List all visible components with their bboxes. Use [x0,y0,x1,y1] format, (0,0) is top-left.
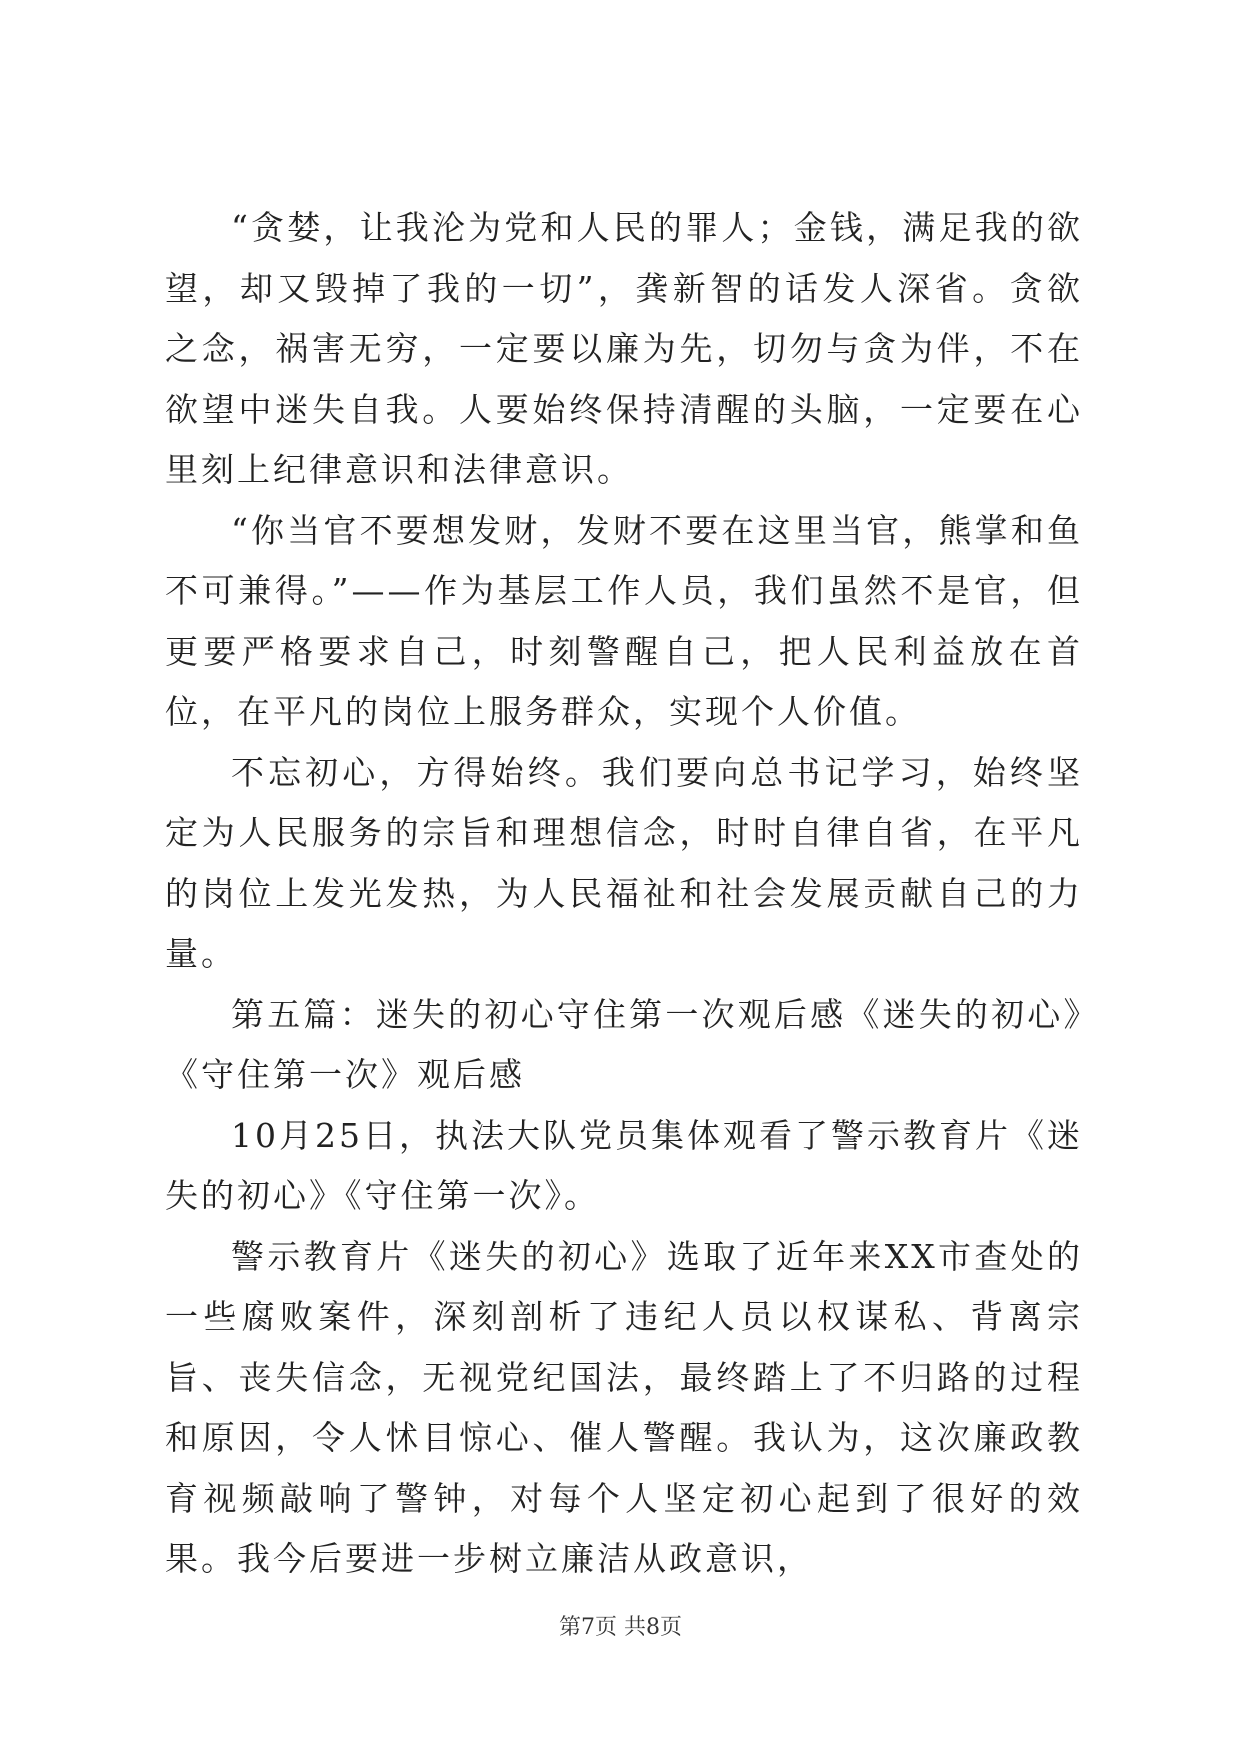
section-heading: 第五篇：迷失的初心守住第一次观后感《迷失的初心》《守住第一次》观后感 [165,994,1083,1094]
page-footer: 第7页 共8页 [559,1615,682,1640]
paragraph-5: 警示教育片《迷失的初心》选取了近年来XX市查处的一些腐败案件，深刻剖析了违纪人员以权谋私、背离宗旨、丧失信念，无视党纪国法，最终踏上了不归路的过程和原因，令人怵目惊心、催人警醒。我认为，这次廉政教育视频敲响了警钟，对每个人坚定初心起到了很好的效果。我今后要进一步树立廉洁从政意识， [165,1236,1083,1578]
document-body [165,198,1083,1590]
paragraph-4: 10月25日，执法大队党员集体观看了警示教育片《迷失的初心》《守住第一次》。 [165,1115,1083,1215]
paragraph-1: “贪婪，让我沦为党和人民的罪人；金钱，满足我的欲望，却又毁掉了我的一切”，龚新智的话发人深省。贪欲之念，祸害无穷，一定要以廉为先，切勿与贪为伴，不在欲望中迷失自我。人要始终保持清醒的头脑，一定要在心里刻上纪律意识和法律意识。 [165,208,1083,489]
paragraph-3: 不忘初心，方得始终。我们要向总书记学习，始终坚定为人民服务的宗旨和理想信念，时时自律自省，在平凡的岗位上发光发热，为人民福祉和社会发展贡献自己的力量。 [165,752,1083,973]
paragraph-2: “你当官不要想发财，发财不要在这里当官，熊掌和鱼不可兼得。”——作为基层工作人员，我们虽然不是官，但更要严格要求自己，时刻警醒自己，把人民利益放在首位，在平凡的岗位上服务群众，实现个人价值。 [165,510,1083,731]
